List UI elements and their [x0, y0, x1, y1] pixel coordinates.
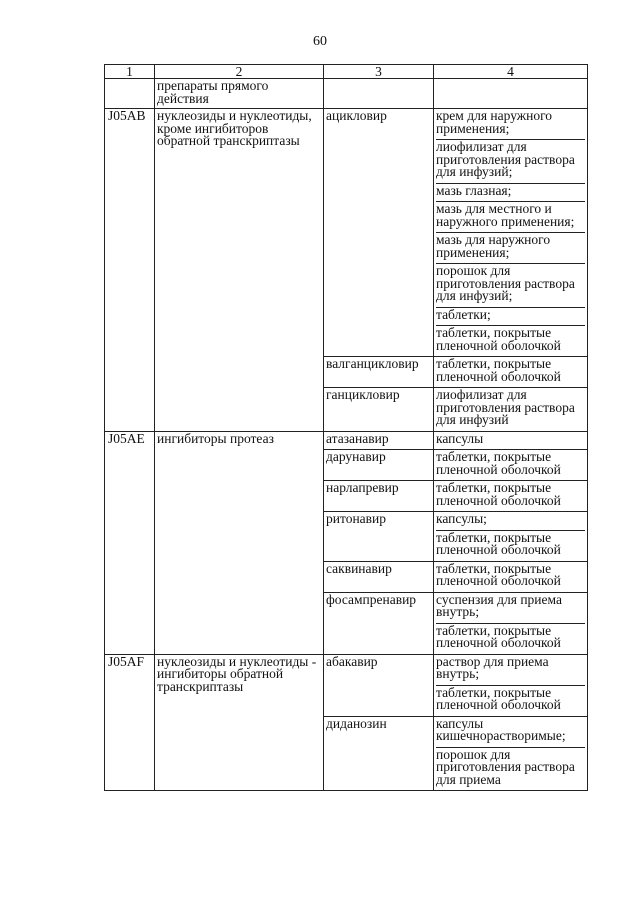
drug-name-cell: ганцикловир [324, 388, 434, 432]
drug-name-cell: фосампренавир [324, 592, 434, 654]
dosage-forms-cell [434, 357, 588, 388]
dosage-form: капсулы [436, 430, 484, 446]
group-name-cell: нуклеозиды и нуклеотиды - ингибиторы обратной транскриптазы [155, 654, 324, 791]
drug-name-cell: валганцикловир [324, 357, 434, 388]
dosage-form: мазь глазная; [436, 184, 585, 203]
dosage-form: порошок для приготовления раствора для приема [436, 746, 575, 787]
drug-name-cell: абакавир [324, 654, 434, 716]
continuation-row [105, 79, 588, 109]
column-header-2: 2 [155, 65, 324, 79]
dosage-forms-cell [434, 561, 588, 592]
dosage-forms-cell [434, 481, 588, 512]
atc-code-cell: J05AF [105, 654, 155, 791]
drug-name-cell: дарунавир [324, 450, 434, 481]
dosage-forms-cell [434, 592, 588, 654]
dosage-form: лиофилизат для приготовления раствора для инфузий; [436, 140, 585, 184]
table-row [105, 654, 588, 716]
drug-name-cell: саквинавир [324, 561, 434, 592]
group-name-cell: ингибиторы протеаз [155, 431, 324, 654]
drug-table [104, 64, 588, 791]
dosage-form: таблетки, покрытые пленочной оболочкой [436, 560, 561, 588]
dosage-form: таблетки, покрытые пленочной оболочкой [436, 325, 561, 353]
dosage-form: суспензия для приема внутрь; [436, 593, 585, 624]
dosage-form: капсулы; [436, 512, 585, 531]
dosage-forms-cell [434, 431, 588, 450]
dosage-forms-cell [434, 109, 588, 357]
column-header-3: 3 [324, 65, 434, 79]
dosage-form: порошок для приготовления раствора для инфузий; [436, 264, 585, 308]
drug-name-cell: ацикловир [324, 109, 434, 357]
dosage-form: лиофилизат для приготовления раствора для инфузий [436, 387, 575, 427]
dosage-form: мазь для наружного применения; [436, 233, 585, 264]
drug-name-cell: ритонавир [324, 512, 434, 562]
column-header-4: 4 [434, 65, 588, 79]
dosage-form: таблетки, покрытые пленочной оболочкой [436, 684, 561, 712]
table-row [105, 431, 588, 450]
dosage-form: таблетки, покрытые пленочной оболочкой [436, 480, 561, 508]
drug-name-cell: диданозин [324, 716, 434, 791]
dosage-forms-cell [434, 716, 588, 791]
dosage-forms-cell [434, 450, 588, 481]
dosage-forms-cell [434, 388, 588, 432]
drug-name-cell [324, 79, 434, 109]
atc-code-cell: J05AE [105, 431, 155, 654]
table-header-row [105, 65, 588, 79]
drug-name-cell: нарлапревир [324, 481, 434, 512]
dosage-form: таблетки, покрытые пленочной оболочкой [436, 622, 561, 650]
dosage-form: таблетки, покрытые пленочной оболочкой [436, 529, 561, 557]
drug-name-cell: атазанавир [324, 431, 434, 450]
column-header-1: 1 [105, 65, 155, 79]
dosage-forms-cell [434, 512, 588, 562]
dosage-form: капсулы кишечнорастворимые; [436, 717, 585, 748]
dosage-form: раствор для приема внутрь; [436, 655, 585, 686]
group-name-cell: нуклеозиды и нуклеотиды, кроме ингибиторов обратной транскриптазы [155, 109, 324, 432]
atc-code-cell [105, 79, 155, 109]
table-row [105, 109, 588, 357]
dosage-form: таблетки, покрытые пленочной оболочкой [436, 449, 561, 477]
dosage-forms-cell [434, 79, 588, 109]
dosage-form: крем для наружного применения; [436, 109, 585, 140]
dosage-form: таблетки, покрытые пленочной оболочкой [436, 356, 561, 384]
dosage-form: мазь для местного и наружного применения; [436, 202, 585, 233]
group-name-cell: препараты прямого действия [155, 79, 324, 109]
page-number: 60 [313, 34, 327, 49]
atc-code-cell: J05AB [105, 109, 155, 432]
dosage-forms-cell [434, 654, 588, 716]
dosage-form: таблетки; [436, 308, 585, 327]
